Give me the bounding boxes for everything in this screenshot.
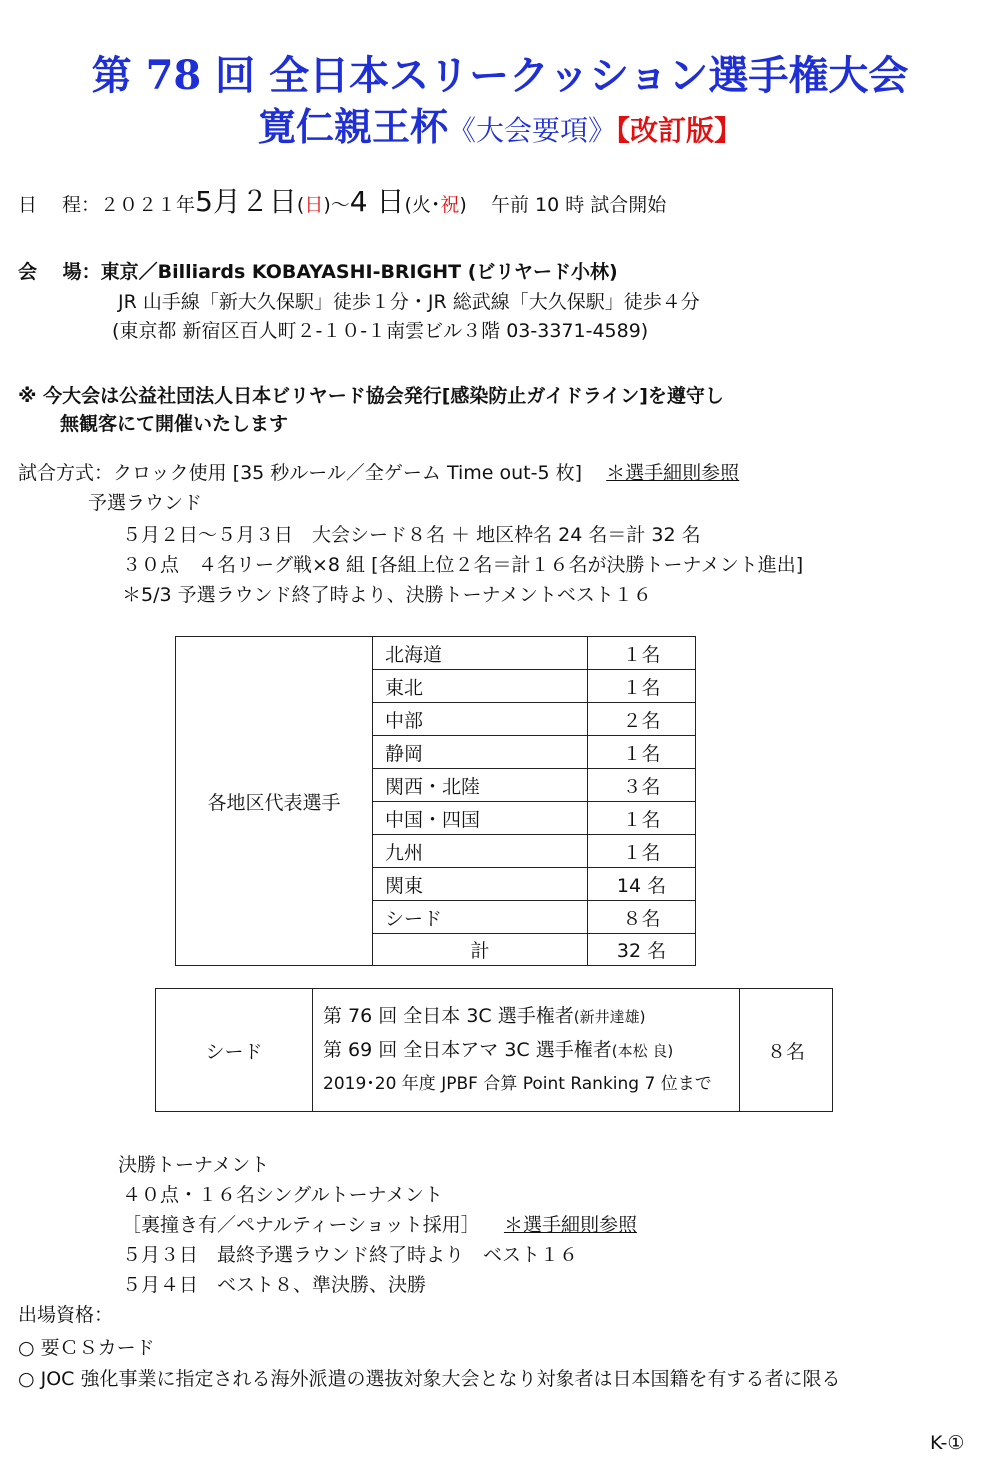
region-count: １名 [588,835,696,868]
page-number: K-① [930,1432,965,1454]
schedule-start-day: 日 [304,194,324,216]
region-name: 中国・四国 [373,802,588,835]
venue-address: (東京都 新宿区百人町２-１０-１南雲ビル３階 03-3371-4589) [112,320,649,342]
region-count: ８名 [588,901,696,934]
total-count: 32 名 [588,934,696,966]
prelim-line2: ３０点 ４名リーグ戦×8 組 [各組上位２名＝計１６名が決勝トーナメント進出] [122,554,804,576]
region-name: 関西・北陸 [373,769,588,802]
seed-table [155,988,833,1112]
title-line2 [0,96,1000,151]
region-name: 東北 [373,670,588,703]
prelim-line1: ５月２日～５月３日 大会シード８名 ＋ 地区枠名 24 名＝計 32 名 [122,524,701,546]
venue-access: JR 山手線「新大久保駅」徒歩１分・JR 総武線「大久保駅」徒歩４分 [118,291,700,313]
table-row [176,637,696,670]
prelim-line3: ＊5/3 予選ラウンド終了時より、決勝トーナメントベスト１６ [122,584,652,606]
notice-line1: ※ 今大会は公益社団法人日本ビリヤード協会発行[感染防止ガイドライン]を遵守し [18,385,724,407]
title-sub: 《大会要項》 [447,114,616,147]
notice-line2: 無観客にて開催いたします [60,413,289,435]
seed-line1 [323,1000,739,1034]
region-name: 関東 [373,868,588,901]
regions-category: 各地区代表選手 [176,637,373,966]
seed-line1-main: 第 76 回 全日本 3C 選手権者 [323,1004,574,1027]
schedule-label: 日 程： [18,194,101,216]
schedule-start: 5月２日 [195,185,297,218]
region-count: 14 名 [588,868,696,901]
title-revised: 【改訂版】 [616,114,743,147]
finals-title: 決勝トーナメント [118,1154,270,1176]
region-count: ２名 [588,703,696,736]
seed-line2 [323,1034,739,1068]
finals-line1: ４０点・１６名シングルトーナメント [122,1184,443,1206]
prelim-title: 予選ラウンド [88,492,203,514]
eligibility-item1: ○ 要ＣＳカード [18,1337,155,1359]
schedule-end: 4 日 [349,185,405,218]
schedule-line [18,180,666,220]
schedule-time: 午前 10 時 試合開始 [491,194,667,216]
venue-line [18,257,618,284]
region-name: 静岡 [373,736,588,769]
region-count: ３名 [588,769,696,802]
table-row [156,989,833,1112]
finals-line3: ５月３日 最終予選ラウンド終了時より ベスト１６ [122,1244,579,1266]
total-label: 計 [373,934,588,966]
seed-count: ８名 [740,989,833,1112]
schedule-paren: ( [296,194,305,216]
schedule-year: ２０２１年 [100,194,196,216]
region-count: １名 [588,802,696,835]
region-count: １名 [588,637,696,670]
seed-line2-name: (本松 良) [611,1041,674,1060]
schedule-holiday: 祝 [440,194,460,216]
eligibility-label: 出場資格： [18,1304,114,1326]
title-main: 寛仁親王杯 [257,104,448,149]
finals-line2: ［裏撞き有／ペナルティーショット採用］ [122,1214,480,1236]
seed-description [313,989,740,1112]
format-label: 試合方式：クロック使用 [35 秒ルール／全ゲーム Time out-5 枚] [18,462,582,484]
seed-label: シード [156,989,313,1112]
region-name: 北海道 [373,637,588,670]
regions-table [175,636,696,966]
venue-name: 東京／Billiards KOBAYASHI-BRIGHT (ビリヤード小林) [100,261,618,283]
format-note: ＊選手細則参照 [606,462,740,484]
finals-note: ＊選手細則参照 [503,1214,637,1236]
region-count: １名 [588,736,696,769]
format-line [18,458,739,485]
schedule-paren: ) [323,194,331,216]
region-name: 九州 [373,835,588,868]
title-line1: 第 78 回 全日本スリークッション選手権大会 [91,52,909,99]
region-count: １名 [588,670,696,703]
finals-line4: ５月４日 ベスト８、準決勝、決勝 [122,1274,427,1296]
seed-line2-main: 第 69 回 全日本アマ 3C 選手権者 [323,1038,612,1061]
finals-line2-row [122,1210,637,1237]
schedule-end-suffix: ) [459,194,467,216]
eligibility-item2: ○ JOC 強化事業に指定される海外派遣の選抜対象大会となり対象者は日本国籍を有する者に限る [18,1368,841,1390]
seed-line3: 2019･20 年度 JPBF 合算 Point Ranking 7 位まで [323,1073,712,1094]
region-name: シード [373,901,588,934]
region-name: 中部 [373,703,588,736]
venue-label: 会 場： [18,261,101,283]
schedule-end-prefix: (火･ [404,194,441,216]
schedule-tilde: ～ [330,194,350,216]
seed-line1-name: (新井達雄) [573,1007,646,1026]
